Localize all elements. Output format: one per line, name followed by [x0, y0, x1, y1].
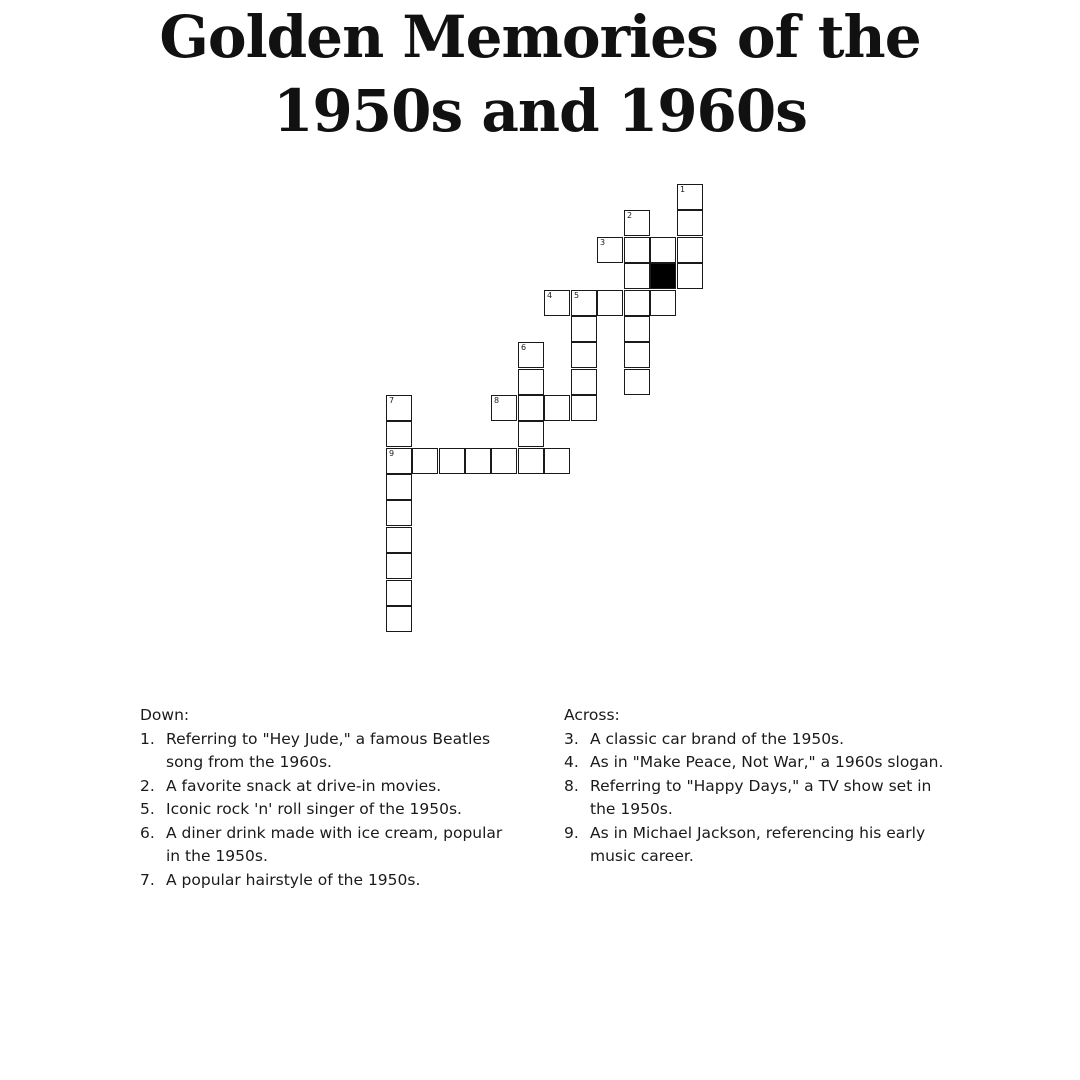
clue-text: As in "Make Peace, Not War," a 1960s slogan.: [590, 753, 944, 771]
grid-cell[interactable]: [518, 421, 544, 447]
grid-cell[interactable]: [624, 290, 650, 316]
grid-cell[interactable]: [439, 448, 465, 474]
down-clue-list: [140, 728, 520, 893]
clue-item: [140, 775, 520, 799]
grid-cell[interactable]: [677, 237, 703, 263]
grid-cell[interactable]: [624, 237, 650, 263]
grid-cell[interactable]: [677, 210, 703, 236]
clue-item: [140, 869, 520, 893]
grid-cell[interactable]: [518, 448, 544, 474]
clue-number: 5.: [140, 800, 155, 818]
title-line-2: 1950s and 1960s: [273, 77, 807, 145]
clue-number: 7.: [140, 870, 155, 889]
grid-cell[interactable]: [624, 263, 650, 289]
grid-cell[interactable]: [412, 448, 438, 474]
grid-cell[interactable]: [386, 395, 412, 421]
black-square: [650, 263, 676, 289]
grid-cell[interactable]: [597, 290, 623, 316]
clue-text: A classic car brand of the 1950s.: [590, 729, 845, 748]
clue-number: 2: [627, 211, 633, 220]
grid-cell[interactable]: [624, 316, 650, 342]
clue-number: 1: [680, 185, 686, 194]
clue-text: As in Michael Jackson, referencing his early music career.: [590, 823, 926, 865]
clue-number: 4: [547, 291, 553, 300]
grid-cell[interactable]: [571, 316, 597, 342]
clue-text: Iconic rock 'n' roll singer of the 1950s.: [166, 800, 462, 818]
across-clue-list: [564, 728, 954, 869]
clue-item: [564, 822, 954, 869]
grid-cell[interactable]: [571, 290, 597, 316]
grid-cell[interactable]: [571, 369, 597, 395]
across-heading: Across:: [564, 706, 620, 724]
down-heading: Down:: [140, 706, 190, 724]
clue-number: 3.: [564, 729, 579, 748]
grid-cell[interactable]: [677, 263, 703, 289]
clue-number: 2.: [140, 776, 155, 795]
clue-text: Referring to "Hey Jude," a famous Beatles song from the 1960s.: [166, 729, 491, 771]
clue-number: 5: [574, 291, 580, 300]
grid-cell[interactable]: [386, 448, 412, 474]
clue-number: 6: [521, 343, 527, 352]
title-line-1: Golden Memories of the: [159, 3, 921, 71]
grid-cell[interactable]: [650, 290, 676, 316]
grid-cell[interactable]: [465, 448, 491, 474]
clue-number: 8.: [564, 776, 579, 795]
grid-cell[interactable]: [386, 606, 412, 632]
clue-text: A popular hairstyle of the 1950s.: [166, 870, 421, 889]
clue-number: 9: [389, 449, 395, 458]
grid-cell[interactable]: [518, 395, 544, 421]
grid-cell[interactable]: [386, 474, 412, 500]
grid-cell[interactable]: [624, 342, 650, 368]
grid-cell[interactable]: [544, 395, 570, 421]
across-clues: [564, 704, 954, 869]
clue-number: 1.: [140, 729, 155, 748]
grid-cell[interactable]: [571, 342, 597, 368]
clue-item: [564, 728, 954, 752]
clue-number: 7: [389, 396, 395, 405]
down-clues: [140, 704, 520, 892]
grid-cell[interactable]: [597, 237, 623, 263]
grid-cell[interactable]: [491, 448, 517, 474]
grid-cell[interactable]: [386, 553, 412, 579]
grid-cell[interactable]: [624, 210, 650, 236]
clue-item: [564, 751, 954, 775]
grid-cell[interactable]: [386, 421, 412, 447]
grid-cell[interactable]: [386, 527, 412, 553]
grid-cell[interactable]: [571, 395, 597, 421]
clue-number: 3: [600, 238, 606, 247]
clue-item: [140, 728, 520, 775]
grid-cell[interactable]: [544, 448, 570, 474]
grid-cell[interactable]: [386, 580, 412, 606]
grid-cell[interactable]: [624, 369, 650, 395]
clue-text: Referring to "Happy Days," a TV show set in the 1950s.: [590, 776, 932, 818]
grid-cell[interactable]: [650, 237, 676, 263]
grid-cell[interactable]: [544, 290, 570, 316]
clue-text: A favorite snack at drive-in movies.: [166, 776, 442, 795]
clue-text: A diner drink made with ice cream, popular in the 1950s.: [166, 823, 503, 865]
grid-cell[interactable]: [518, 342, 544, 368]
grid-cell[interactable]: [491, 395, 517, 421]
clue-item: [140, 798, 520, 822]
clue-item: [140, 822, 520, 869]
clue-number: 6.: [140, 823, 155, 842]
clue-number: 8: [494, 396, 500, 405]
grid-cell[interactable]: [677, 184, 703, 210]
grid-cell[interactable]: [386, 500, 412, 526]
grid-cell[interactable]: [518, 369, 544, 395]
clue-number: 9.: [564, 823, 579, 842]
clue-number: 4.: [564, 753, 579, 771]
clue-item: [564, 775, 954, 822]
